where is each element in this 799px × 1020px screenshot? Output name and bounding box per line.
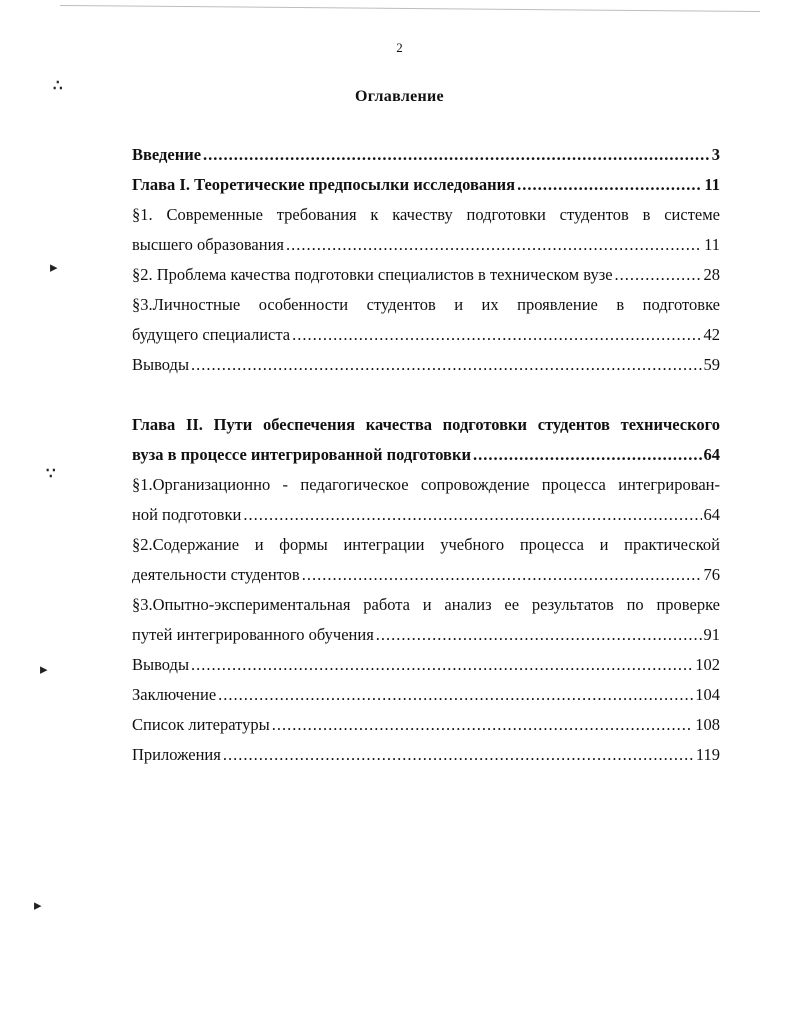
toc-entry	[132, 590, 720, 650]
toc-entry	[132, 350, 720, 380]
toc-page-number: 91	[703, 625, 720, 644]
toc-entry-first-line: §1.Организационно - педагогическое сопровождение процесса интегрирован-	[132, 475, 720, 494]
toc-entry-text: будущего специалиста	[132, 325, 291, 344]
toc-entry	[132, 650, 720, 680]
toc-entry-first-line: §3.Личностные особенности студентов и их проявление в подготовке	[132, 295, 720, 314]
toc-entry-text: Приложения	[132, 745, 221, 764]
toc-page-number: 64	[703, 505, 720, 524]
toc-page-number: 76	[703, 565, 720, 584]
binding-hole-mark: ∴	[53, 78, 63, 94]
toc-page-number: 11	[704, 175, 720, 194]
toc-entry-text: путей интегрированного обучения	[132, 625, 374, 644]
toc-entry-text: Глава I. Теоретические предпосылки исследования	[132, 175, 516, 194]
toc-entry	[132, 740, 720, 770]
toc-page-number: 3	[711, 145, 720, 164]
binding-hole-mark: ▸	[50, 260, 58, 276]
dot-leader	[292, 320, 701, 350]
toc-page-number: 42	[703, 325, 720, 344]
table-of-contents	[132, 140, 720, 770]
dot-leader	[203, 140, 710, 170]
toc-page-number: 104	[695, 685, 720, 704]
dot-leader	[272, 710, 694, 740]
toc-entry-text: Список литературы	[132, 715, 270, 734]
toc-entry	[132, 470, 720, 530]
toc-entry	[132, 530, 720, 590]
toc-entry	[132, 710, 720, 740]
dot-leader	[376, 620, 702, 650]
dot-leader	[191, 350, 701, 380]
binding-hole-mark: ▸	[34, 898, 42, 914]
toc-entry	[132, 140, 720, 170]
toc-page-number: 64	[703, 445, 720, 464]
toc-page-number: 59	[703, 355, 720, 374]
toc-entry-text: Введение	[132, 145, 202, 164]
toc-entry	[132, 200, 720, 260]
dot-leader	[243, 500, 701, 530]
toc-entry-text: §2. Проблема качества подготовки специалистов в техническом вузе	[132, 265, 613, 284]
dot-leader	[218, 680, 693, 710]
toc-entry-first-line: §2.Содержание и формы интеграции учебного процесса и практической	[132, 535, 720, 554]
toc-entry-text: деятельности студентов	[132, 565, 300, 584]
dot-leader	[223, 740, 694, 770]
toc-page-number: 108	[695, 715, 720, 734]
dot-leader	[473, 440, 702, 470]
toc-entry	[132, 170, 720, 200]
toc-page-number: 11	[704, 235, 720, 254]
toc-entry	[132, 260, 720, 290]
binding-hole-mark: ▸	[40, 662, 48, 678]
dot-leader	[286, 230, 702, 260]
toc-entry-first-line: §1. Современные требования к качеству подготовки студентов в системе	[132, 205, 720, 224]
scan-edge-line	[60, 5, 760, 12]
toc-entry-text: высшего образования	[132, 235, 284, 254]
toc-entry-first-line: §3.Опытно-экспериментальная работа и анализ ее результатов по проверке	[132, 595, 720, 614]
dot-leader	[191, 650, 693, 680]
toc-title: Оглавление	[355, 88, 444, 105]
dot-leader	[615, 260, 702, 290]
toc-entry-text: Выводы	[132, 655, 190, 674]
toc-entry-text: ной подготовки	[132, 505, 242, 524]
dot-leader	[302, 560, 702, 590]
page-number: 2	[396, 40, 403, 55]
toc-entry	[132, 290, 720, 350]
toc-entry-first-line: Глава II. Пути обеспечения качества подготовки студентов технического	[132, 415, 720, 434]
toc-page-number: 102	[695, 655, 720, 674]
toc-entry-text: вуза в процессе интегрированной подготовки	[132, 445, 471, 464]
toc-entry-text: Выводы	[132, 355, 190, 374]
toc-page-number: 119	[695, 745, 720, 764]
toc-entry	[132, 680, 720, 710]
toc-entry	[132, 410, 720, 470]
binding-hole-mark: ∵	[46, 466, 56, 482]
dot-leader	[517, 170, 702, 200]
toc-page-number: 28	[703, 265, 720, 284]
toc-entry-text: Заключение	[132, 685, 217, 704]
